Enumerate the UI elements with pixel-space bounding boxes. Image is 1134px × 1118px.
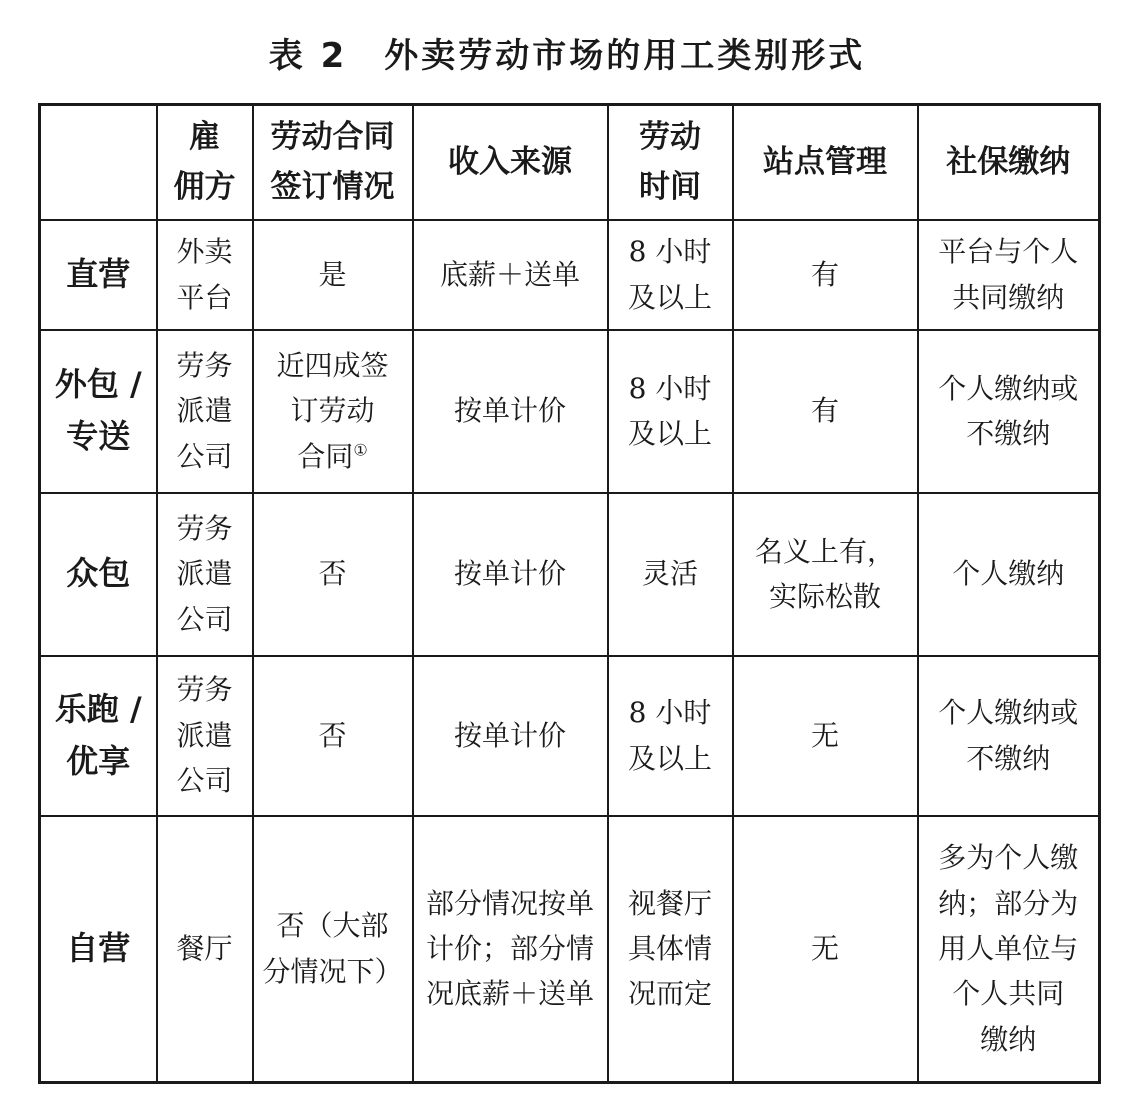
social-cell: 个人缴纳或 不缴纳 bbox=[918, 330, 1100, 493]
table-row bbox=[40, 493, 1100, 656]
header-cell-income: 收入来源 bbox=[413, 105, 608, 220]
social-cell: 个人缴纳或 不缴纳 bbox=[918, 656, 1100, 816]
header-cell-social: 社保缴纳 bbox=[918, 105, 1100, 220]
employment-types-table bbox=[38, 103, 1101, 1084]
income-cell: 按单计价 bbox=[413, 330, 608, 493]
employer-cell: 劳务 派遣 公司 bbox=[157, 493, 253, 656]
contract-cell: 是 bbox=[253, 220, 413, 330]
row-type-cell: 外包 / 专送 bbox=[40, 330, 157, 493]
contract-cell: 否（大部 分情况下） bbox=[253, 816, 413, 1083]
hours-cell: 视餐厅 具体情 况而定 bbox=[608, 816, 733, 1083]
station-cell: 无 bbox=[733, 656, 918, 816]
social-cell: 个人缴纳 bbox=[918, 493, 1100, 656]
table-row bbox=[40, 220, 1100, 330]
contract-cell: 否 bbox=[253, 493, 413, 656]
social-cell: 平台与个人 共同缴纳 bbox=[918, 220, 1100, 330]
hours-cell: 灵活 bbox=[608, 493, 733, 656]
contract-cell: 近四成签 订劳动 合同① bbox=[253, 330, 413, 493]
header-row bbox=[40, 105, 1100, 220]
hours-cell: 8 小时 及以上 bbox=[608, 330, 733, 493]
table-title: 表 2 外卖劳动市场的用工类别形式 bbox=[268, 36, 866, 76]
row-type-cell: 乐跑 / 优享 bbox=[40, 656, 157, 816]
employer-cell: 劳务 派遣 公司 bbox=[157, 330, 253, 493]
header-cell-contract: 劳动合同 签订情况 bbox=[253, 105, 413, 220]
row-type-cell: 众包 bbox=[40, 493, 157, 656]
contract-cell: 否 bbox=[253, 656, 413, 816]
row-type-cell: 直营 bbox=[40, 220, 157, 330]
station-cell: 有 bbox=[733, 330, 918, 493]
hours-cell: 8 小时 及以上 bbox=[608, 656, 733, 816]
employer-cell: 餐厅 bbox=[157, 816, 253, 1083]
income-cell: 按单计价 bbox=[413, 656, 608, 816]
header-cell-blank bbox=[40, 105, 157, 220]
employer-cell: 外卖 平台 bbox=[157, 220, 253, 330]
row-type-cell: 自营 bbox=[40, 816, 157, 1083]
hours-cell: 8 小时 及以上 bbox=[608, 220, 733, 330]
footnote-marker: ① bbox=[353, 440, 368, 460]
header-cell-employer: 雇 佣方 bbox=[157, 105, 253, 220]
employer-cell: 劳务 派遣 公司 bbox=[157, 656, 253, 816]
table-row bbox=[40, 816, 1100, 1083]
social-cell: 多为个人缴 纳；部分为 用人单位与 个人共同 缴纳 bbox=[918, 816, 1100, 1083]
income-cell: 部分情况按单 计价；部分情 况底薪＋送单 bbox=[413, 816, 608, 1083]
station-cell: 无 bbox=[733, 816, 918, 1083]
station-cell: 名义上有， 实际松散 bbox=[733, 493, 918, 656]
station-cell: 有 bbox=[733, 220, 918, 330]
income-cell: 底薪＋送单 bbox=[413, 220, 608, 330]
header-cell-station: 站点管理 bbox=[733, 105, 918, 220]
table-row bbox=[40, 656, 1100, 816]
header-cell-hours: 劳动 时间 bbox=[608, 105, 733, 220]
table-row bbox=[40, 330, 1100, 493]
income-cell: 按单计价 bbox=[413, 493, 608, 656]
